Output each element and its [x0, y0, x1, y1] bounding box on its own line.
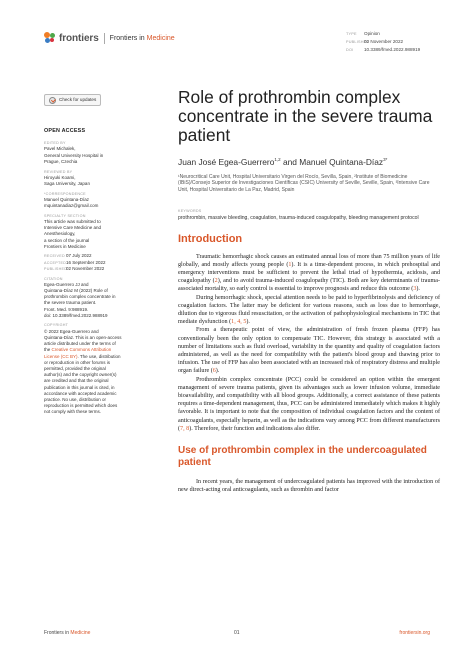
dates-section [44, 253, 149, 272]
edited-by-section [44, 140, 149, 165]
citation-section [44, 276, 149, 319]
meta-row[interactable]: DOI 10.3389/fmed.2022.988919 [346, 47, 421, 53]
reviewed-by-section [44, 169, 149, 188]
page-header [44, 30, 454, 54]
edited-by-heading: EDITED BY [44, 141, 66, 146]
check-for-updates-button[interactable] [44, 94, 101, 106]
date-row: RECEIVED07 July 2022 [44, 253, 92, 259]
page-number: 01 [234, 630, 240, 636]
affiliations: ¹Neurocritical Care Unit, Hospital Universitario Virgen del Rocío, Sevilla, Spain, ²Institute of Biomedicine (IBiS)/Consejo Superior de Investigaciones Científicas (CSIC) University of Seville, Seville, Spain, ³Intensive Care Unit, Hospital Universitario de La Paz, Madrid, Spain [178, 174, 430, 193]
citation-text: Egea-Guerrero JJ and Quintana-Díaz M (2022) Role of prothrombin complex concentrate in the severe trauma patient. Front. Med. 9:988919. doi: 10.3389/fmed.2022.988919 [44, 281, 116, 318]
cc-by-license-link[interactable]: Creative Commons Attribution License (CC BY) [44, 347, 112, 359]
journal-name: Frontiers in Medicine [109, 34, 175, 42]
date-row: PUBLISHED02 November 2022 [44, 265, 105, 271]
article-sidebar [44, 94, 149, 419]
logo-wordmark: frontiers [59, 32, 99, 44]
copyright-text: © 2022 Egea-Guerrero and Quintana-Díaz. This is an open-access article distributed under the terms of the Creative Commons Attribution License (CC BY). The use, distribution or reproduction in other forums is permitted, provided the original author(s) and the copyright owner(s) are credited and that the original publication in this journal is cited, in accordance with accepted academic practice. No use, distribution or reproduction is permitted which does not comply with these terms. [44, 328, 122, 415]
keywords-heading: KEYWORDS [178, 209, 202, 214]
check-updates-label: Check for updates [59, 96, 97, 102]
reviewed-by-heading: REVIEWED BY [44, 169, 73, 174]
correspondence-section [44, 191, 149, 210]
citation-heading: CITATION [44, 276, 63, 281]
specialty-section [44, 213, 149, 250]
date-row: ACCEPTED16 September 2022 [44, 259, 106, 265]
section-heading: Use of prothrombin complex in the undercoagulated patient [178, 445, 427, 468]
copyright-section [44, 322, 149, 415]
specialty-heading: SPECIALTY SECTION [44, 213, 86, 218]
reviewed-by-text: Hiroyuki Koami, Saga University, Japan [44, 174, 90, 186]
article-body [178, 253, 440, 433]
correspondence-text[interactable]: Manuel Quintana-Díaz mquintanadiaz@gmail.com [44, 196, 99, 209]
correspondence-heading: *CORRESPONDENCE [44, 191, 86, 196]
frontiers-logo[interactable] [44, 32, 175, 44]
section-heading: Introduction [178, 232, 243, 245]
article-meta [346, 30, 420, 55]
article-title: Role of prothrombin complex concentrate in the severe trauma patient [178, 87, 433, 145]
footer-journal: Frontiers in Medicine [44, 630, 91, 636]
meta-row: PUBLISHED02 November 2022 [346, 39, 404, 45]
open-access-label: OPEN ACCESS [44, 128, 86, 134]
specialty-text: This article was submitted to Intensive Care Medicine and Anesthesiology, a section of the journal Frontiers in Medicine [44, 218, 102, 249]
meta-row: TYPE Opinion [346, 31, 380, 36]
paragraph: In recent years, the management of undercoagulated patients has improved with the introduction of new direct-acting oral anticoagulants, such as thrombin and factor [178, 479, 440, 494]
copyright-heading: COPYRIGHT [44, 323, 69, 328]
author-link[interactable]: Juan José Egea-Guerrero [178, 157, 275, 167]
paragraph: Traumatic hemorrhagic shock causes an estimated annual loss of more than 75 million years of life globally, and mostly affects young people (1). It is a time-dependent process, in which prehospital and emergency interventions must be sufficient to prevent the lethal triad of hypothermia, acidosis, and coagulopathy (2), and to avoid trauma-induced coagulopathy (TIC). Both are key determinants of trauma-associated mortality, so early control is essential to improve prognosis and reduce this outcome (3). [178, 253, 441, 293]
citation-ref-link[interactable]: 1, 4, 5 [231, 319, 247, 326]
edited-by-text: Pavel Michalek, General University Hospital in Prague, Czechia [44, 146, 104, 164]
keywords: prothrombin, massive bleeding, coagulation, trauma-induced coagulopathy, bleeding management protocol [178, 215, 419, 222]
citation-ref-link[interactable]: 1 [288, 261, 292, 268]
header-divider [104, 33, 105, 44]
check-updates-icon [49, 97, 56, 104]
paragraph: From a therapeutic point of view, the administration of fresh frozen plasma (FFP) has conventionally been the only option to compensate TIC. However, this strategy is associated with a number of limitations such as fluid overload, variability in the quantity and quality of coagulation factors administered, as well as the need for compatibility with the patient's blood group and thawing prior to infusion. The use of FFP has also been associated with an increased risk of respiratory distress and multiple organ failure (6). [178, 327, 440, 375]
author-link[interactable]: Manuel Quintana-Díaz [299, 157, 384, 167]
footer-site-link[interactable]: frontiersin.org [399, 630, 430, 636]
paragraph: Prothrombin complex concentrate (PCC) could be considered an option within the emergent management of severe trauma patients, given its advantages such as lower infusion volume, immediate bioavailability, and compatibility with all blood groups. Additionally, a correct assistance of these patients requires a time-dependent management, thus, PCC can be administered immediately which makes it highly favorable. It is important to note that the composition of individual coagulation factors and the content of anticoagulants, especially heparin, as well as the indications vary among PCC from different manufacturers (7, 8). Therefore, their function and indications also differ. [178, 376, 441, 432]
citation-ref-link[interactable]: 6 [212, 368, 216, 375]
frontiers-logo-icon [44, 32, 56, 44]
citation-ref-link[interactable]: 3 [413, 286, 417, 293]
author-list: Juan José Egea-Guerrero$^{1,2}$ and Manuel Quintana-Díaz$^{3*}$ [178, 157, 388, 167]
citation-ref-link[interactable]: 2 [214, 278, 218, 285]
article-main [178, 88, 440, 495]
citation-ref-link[interactable]: 7, 8 [180, 425, 190, 432]
paragraph: During hemorrhagic shock, special attention needs to be paid to hyperfibrinolysis and deficiency of coagulation factors. The latter may be deficient for various reasons, such as loss due to hemorrhage, dilution due to vigorous fluid resuscitation, or the activation of pathophysiological mechanisms in TIC that mediate dysfunction (1, 4, 5). [178, 294, 440, 326]
article-body-continued [178, 478, 440, 494]
